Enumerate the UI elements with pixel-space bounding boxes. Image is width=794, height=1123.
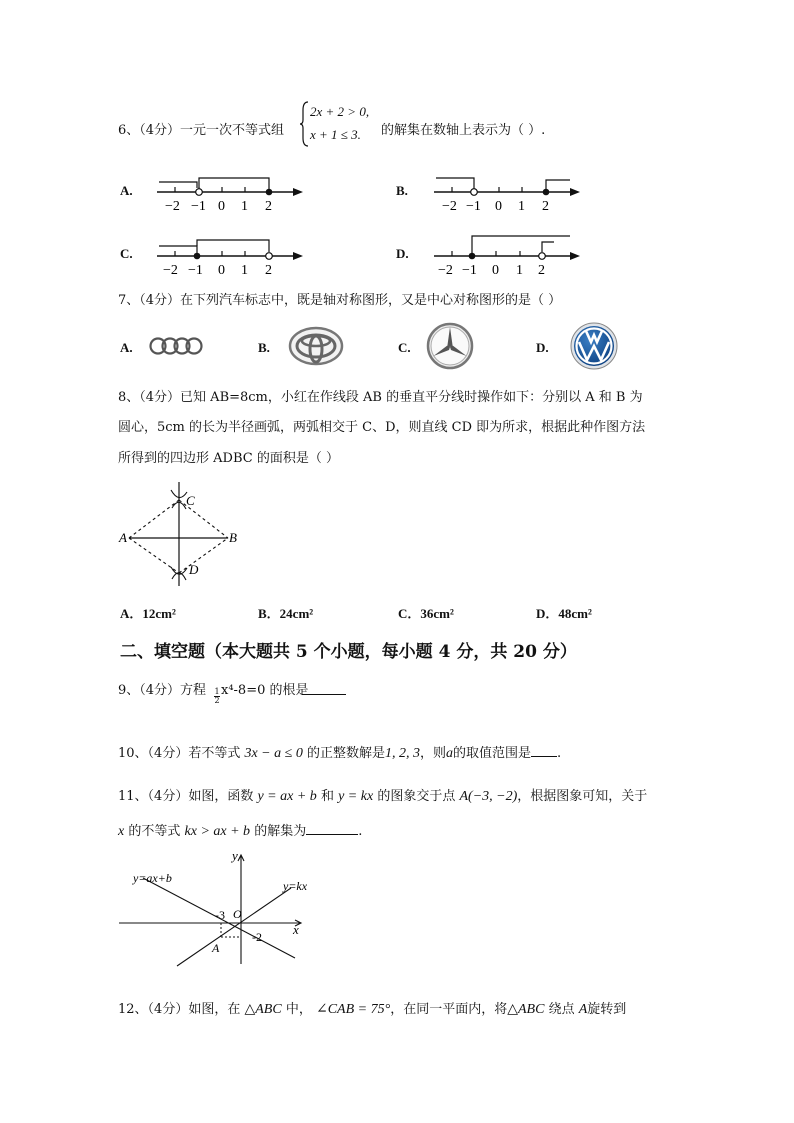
q6c-tick-3: 0 <box>218 263 225 278</box>
q6-option-b-letter[interactable]: B. <box>396 183 408 198</box>
q12-triangle: △ABC <box>244 1002 282 1017</box>
q8-option-d-letter: D． <box>536 606 559 621</box>
q11-inequality: kx > ax + b <box>184 824 251 839</box>
volkswagen-icon[interactable] <box>570 322 618 370</box>
q9-answer-blank[interactable] <box>302 694 346 695</box>
q6-system-line2: x + 1 ≤ 3. <box>310 127 361 142</box>
q8-option-c[interactable] <box>398 603 454 622</box>
q11-y-axis-label: y <box>232 848 238 863</box>
audi-rings-icon[interactable] <box>148 336 204 356</box>
q11-y-mark: -2 <box>252 930 262 944</box>
q6-brace <box>300 100 310 148</box>
q8-option-a[interactable] <box>120 603 176 622</box>
q8-stem-line3: 所得到的四边形 ADBC 的面积是（ ） <box>118 451 339 466</box>
q10-answer-blank[interactable] <box>531 756 557 757</box>
q8-label-c: C <box>186 493 195 508</box>
q6a-tick-1: −2 <box>165 199 180 214</box>
q11-line2: x 的不等式 kx > ax + b 的解集为 . <box>118 824 363 839</box>
q7-option-d-letter[interactable]: D. <box>536 340 549 355</box>
q6d-tick-5: 2 <box>538 263 545 278</box>
q6b-tick-2: −1 <box>466 199 481 214</box>
q12-line <box>118 998 626 1018</box>
q6-suffix: 的解集在数轴上表示为（ ）. <box>381 123 546 138</box>
q6a-tick-4: 1 <box>241 199 248 214</box>
q7-stem: 7、（4分）在下列汽车标志中，既是轴对称图形，又是中心对称图形的是（ ） <box>118 293 562 308</box>
q11-prefix: 11、（4分）如图，函数 <box>118 789 254 804</box>
q8-label-a: A <box>119 530 127 545</box>
q8-label-d: D <box>189 562 199 577</box>
q8-option-b-value: 24cm² <box>279 606 314 621</box>
q9-prefix: 9、（4分）方程 <box>118 683 207 698</box>
q6a-tick-5: 2 <box>265 199 272 214</box>
q12-prefix: 12、（4分）如图，在 <box>118 1002 241 1017</box>
q8-option-c-letter: C． <box>398 606 421 621</box>
q9-fraction <box>214 688 220 705</box>
q10-prefix: 10、（4分）若不等式 <box>118 746 241 761</box>
q8-stem-line2: 圆心，5cm 的长为半径画弧，两弧相交于 C、D，则直线 CD 即为所求，根据此种作图方法 <box>118 420 646 435</box>
q12-end: 绕点 <box>548 1002 575 1017</box>
q6b-tick-5: 2 <box>542 199 549 214</box>
q6-option-d-numberline[interactable] <box>432 230 582 278</box>
q8-option-d-value: 48cm² <box>558 606 592 621</box>
mercedes-star-icon[interactable] <box>426 322 474 370</box>
q6c-tick-5: 2 <box>265 263 272 278</box>
q11-x-axis-label: x <box>293 922 299 937</box>
q8-option-a-value: 12cm² <box>142 606 176 621</box>
q10-solutions: 1, 2, 3 <box>384 746 420 761</box>
q6-option-d-letter[interactable]: D. <box>396 246 409 261</box>
q8-option-b-letter: B． <box>258 606 280 621</box>
q6d-tick-4: 1 <box>516 263 523 278</box>
q6-option-c-letter[interactable]: C. <box>120 246 133 261</box>
q12-end2: 旋转到 <box>587 1002 627 1017</box>
q11-mid: 的图象交于点 <box>377 789 456 804</box>
q12-point: A <box>578 1002 588 1017</box>
q11-point-label: A <box>212 941 220 955</box>
q10-mid2: ，则 <box>419 746 446 761</box>
q11-suffix: ，根据图象可知，关于 <box>517 789 648 804</box>
q11-f1: y = ax + b <box>257 789 317 804</box>
q6c-tick-1: −2 <box>163 263 178 278</box>
q9-frac-den: 2 <box>214 696 220 705</box>
q7-option-b-letter[interactable]: B. <box>258 340 270 355</box>
q9-expr: x⁴-8=0 的根是 <box>221 683 309 698</box>
q8-label-b: B <box>229 530 237 545</box>
q6c-tick-4: 1 <box>241 263 248 278</box>
q6d-tick-2: −1 <box>462 263 477 278</box>
q6-option-b-numberline[interactable] <box>432 172 582 216</box>
q8-option-b[interactable] <box>258 603 313 622</box>
q11-answer-blank[interactable] <box>306 834 358 835</box>
q12-mid: 中， <box>285 1002 312 1017</box>
q10-inequality: 3x − a ≤ 0 <box>244 746 303 761</box>
q6-system-line1: 2x + 2 > 0, <box>310 104 370 119</box>
q6d-tick-1: −2 <box>438 263 453 278</box>
q11-line2-var: x <box>118 824 125 839</box>
q8-option-a-letter: A． <box>120 606 143 621</box>
q11-line1 <box>118 785 647 805</box>
q6b-tick-1: −2 <box>442 199 457 214</box>
q6b-tick-3: 0 <box>495 199 502 214</box>
q10-mid: 的正整数解是 <box>306 746 385 761</box>
q8-option-c-value: 36cm² <box>420 606 454 621</box>
q11-x-mark: -3 <box>215 908 225 922</box>
q12-triangle-2: △ABC <box>507 1002 545 1017</box>
q11-and: 和 <box>320 789 334 804</box>
q11-line2-mid: 的不等式 <box>128 824 181 839</box>
q10-var: a <box>446 746 453 761</box>
q6c-tick-2: −1 <box>188 263 203 278</box>
q8-stem-line1: 8、（4分）已知 AB=8cm，小红在作线段 AB 的垂直平分线时操作如下：分别以 A 和 B 为 <box>118 390 643 405</box>
q12-angle: ∠CAB = 75° <box>315 1002 391 1017</box>
q11-line2-label: y=kx <box>283 879 308 893</box>
q6d-tick-3: 0 <box>492 263 499 278</box>
q6-option-c-numberline[interactable] <box>155 234 305 278</box>
q11-line1-label: y=ax+b <box>133 871 172 885</box>
q10-line: 10、（4分）若不等式 3x − a ≤ 0 的正整数解是1, 2, 3，则a的取值范围是 . <box>118 746 562 761</box>
q11-f2: y = kx <box>338 789 374 804</box>
q6-option-a-numberline[interactable] <box>155 174 305 216</box>
q8-option-d[interactable] <box>536 603 592 622</box>
q9-frac-num: 1 <box>214 687 220 696</box>
q6-option-a-letter[interactable]: A. <box>120 183 133 198</box>
q11-line2-suffix: 的解集为 <box>254 824 307 839</box>
q7-option-c-letter[interactable]: C. <box>398 340 411 355</box>
q6a-tick-2: −1 <box>191 199 206 214</box>
section-2-title: 二、填空题（本大题共 5 个小题，每小题 4 分，共 20 分） <box>120 642 577 662</box>
q11-graph <box>115 848 315 968</box>
q8-construction-figure <box>115 478 245 590</box>
q6b-tick-4: 1 <box>518 199 525 214</box>
q10-suffix: 的取值范围是 <box>453 746 532 761</box>
q11-origin-label: O <box>233 907 242 921</box>
q12-suffix: ，在同一平面内，将 <box>390 1002 508 1017</box>
q11-point: A(−3, −2) <box>459 789 518 804</box>
q6-prefix: 6、（4分）一元一次不等式组 <box>118 123 285 138</box>
toyota-icon[interactable] <box>288 326 344 366</box>
q7-option-a-letter[interactable]: A. <box>120 340 133 355</box>
q6a-tick-3: 0 <box>218 199 225 214</box>
